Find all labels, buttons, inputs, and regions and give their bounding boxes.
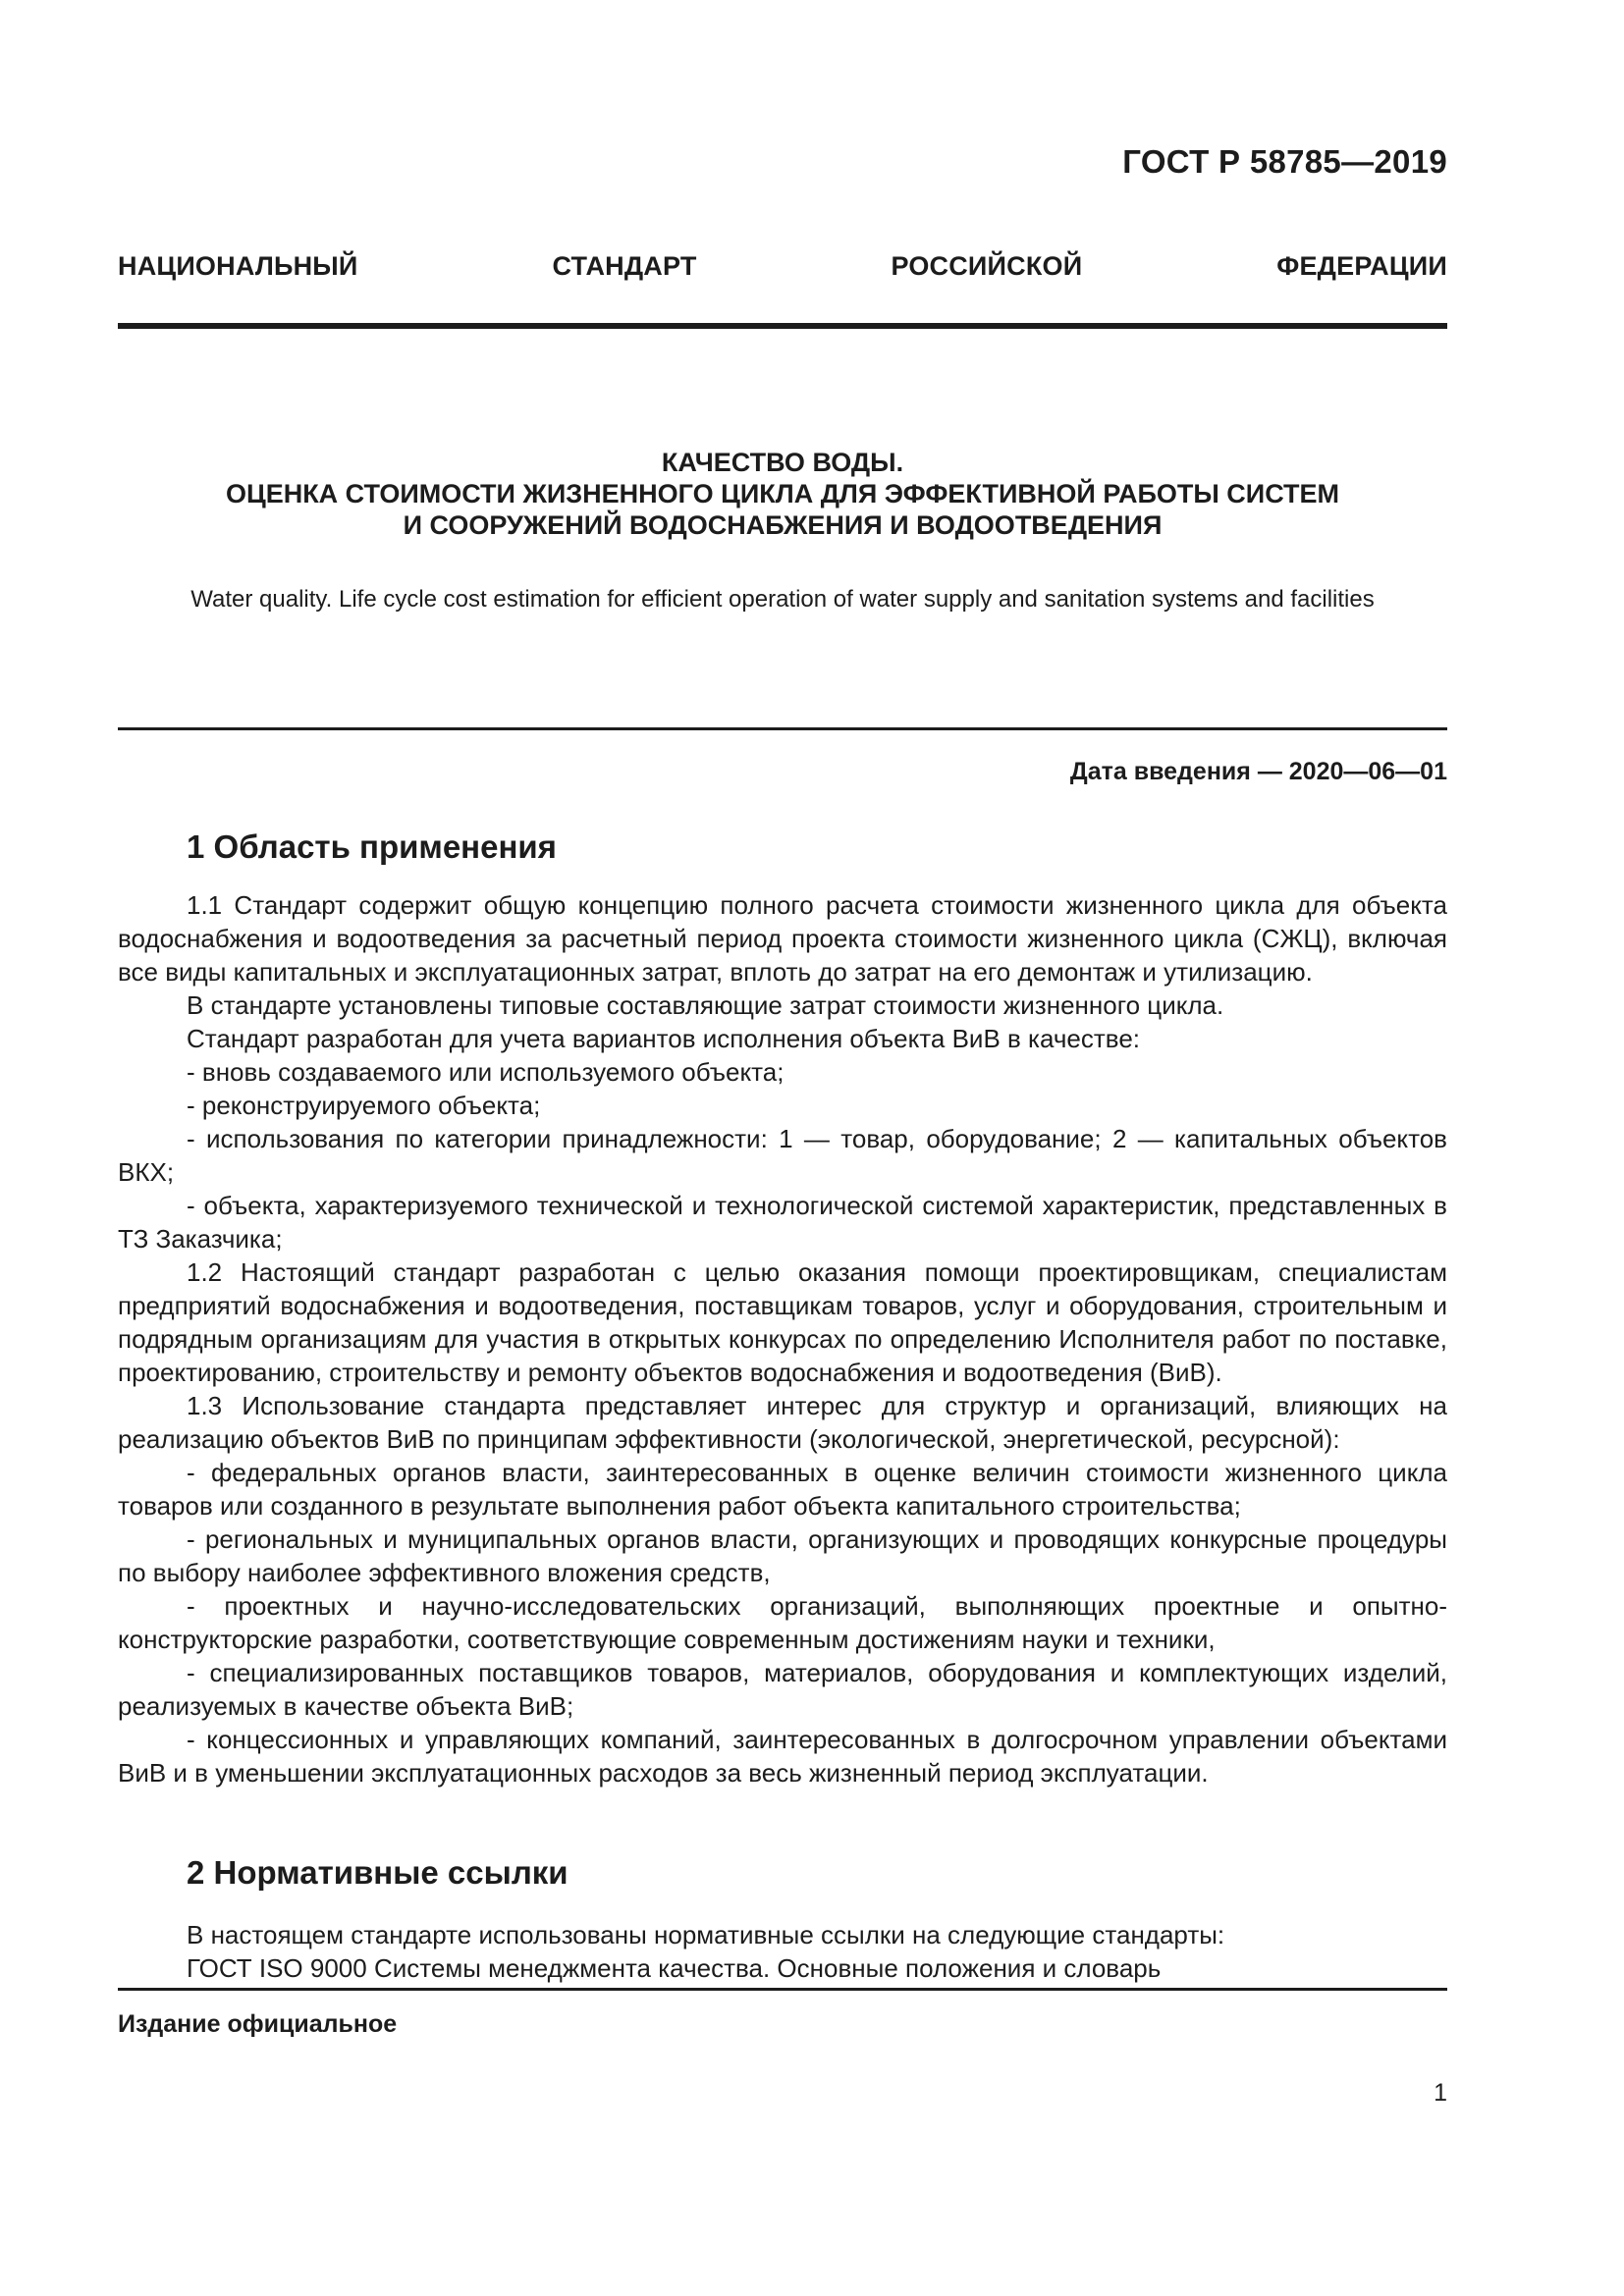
list-item: - региональных и муниципальных органов власти, организующих и проводящих конкурсные процедуры по выбору наиболее эффективного вложения средств, [118, 1524, 1447, 1587]
list-item: - вновь создаваемого или используемого объекта; [187, 1057, 785, 1087]
list-item: - проектных и научно-исследовательских организаций, выполняющих проектные и опытно-конструкторские разработки, соответствующие современным достижениям науки и техники, [118, 1591, 1447, 1654]
list-item: - объекта, характеризуемого технической и технологической системой характеристик, представленных в ТЗ Заказчика; [118, 1191, 1447, 1254]
title-line-3: И СООРУЖЕНИЙ ВОДОСНАБЖЕНИЯ И ВОДООТВЕДЕНИЯ [403, 510, 1163, 540]
section-2-body [118, 1918, 1447, 1985]
list-item: - специализированных поставщиков товаров, материалов, оборудования и комплектующих изделий, реализуемых в качестве объекта ВиВ; [118, 1658, 1447, 1721]
title-line-1: КАЧЕСТВО ВОДЫ. [661, 448, 904, 477]
list-item: - федеральных органов власти, заинтересованных в оценке величин стоимости жизненного цикла товаров или созданного в результате выполнения работ объекта капитального строительства; [118, 1458, 1447, 1521]
page-number: 1 [1434, 2079, 1447, 2107]
header-divider [118, 323, 1447, 329]
title-divider [118, 727, 1447, 730]
document-code: ГОСТ Р 58785—2019 [1122, 143, 1447, 180]
paragraph: В настоящем стандарте использованы нормативные ссылки на следующие стандарты: [187, 1920, 1225, 1949]
section-1-heading: 1 Область применения [187, 828, 557, 865]
paragraph: 1.3 Использование стандарта представляет интерес для структур и организаций, влияющих на реализацию объектов ВиВ по принципам эффективности (экологической, энергетической, ресурсной): [118, 1391, 1447, 1454]
section-2-heading: 2 Нормативные ссылки [187, 1854, 568, 1891]
standard-series-title: НАЦИОНАЛЬНЫЙ СТАНДАРТ РОССИЙСКОЙ ФЕДЕРАЦИИ [118, 251, 1447, 281]
title-line-2: ОЦЕНКА СТОИМОСТИ ЖИЗНЕННОГО ЦИКЛА ДЛЯ ЭФФЕКТИВНОЙ РАБОТЫ СИСТЕМ [225, 479, 1340, 508]
list-item: - концессионных и управляющих компаний, заинтересованных в долгосрочном управлении объектами ВиВ и в уменьшении эксплуатационных расходов за весь жизненный период эксплуатации. [118, 1725, 1447, 1788]
paragraph: ГОСТ ISO 9000 Системы менеджмента качества. Основные положения и словарь [187, 1953, 1162, 1983]
paragraph: 1.2 Настоящий стандарт разработан с целью оказания помощи проектировщикам, специалистам предприятий водоснабжения и водоотведения, поставщикам товаров, услуг и оборудования, строительным и подрядным организациям для участия в открытых конкурсах по определению Исполнителя работ по поставке, проектированию, строительству и ремонту объектов водоснабжения и водоотведения (ВиВ). [118, 1257, 1447, 1387]
introduction-date: Дата введения — 2020—06—01 [1069, 758, 1447, 785]
paragraph: Стандарт разработан для учета вариантов исполнения объекта ВиВ в качестве: [187, 1024, 1141, 1053]
footer-divider [118, 1988, 1447, 1991]
list-item: - реконструируемого объекта; [187, 1091, 541, 1120]
paragraph: В стандарте установлены типовые составляющие затрат стоимости жизненного цикла. [187, 990, 1224, 1020]
list-item: - использования по категории принадлежности: 1 — товар, оборудование; 2 — капитальных объектов ВКХ; [118, 1124, 1447, 1187]
paragraph: 1.1 Стандарт содержит общую концепцию полного расчета стоимости жизненного цикла для объекта водоснабжения и водоотведения за расчетный период проекта стоимости жизненного цикла (СЖЦ), включая все виды капитальных и эксплуатационных затрат, вплоть до затрат на его демонтаж и утилизацию. [118, 890, 1447, 987]
edition-label: Издание официальное [118, 2010, 398, 2038]
english-title: Water quality. Life cycle cost estimation for efficient operation of water supply and sanitation systems and facilities [190, 586, 1375, 613]
document-title [147, 447, 1418, 541]
section-1-body [118, 888, 1447, 1789]
